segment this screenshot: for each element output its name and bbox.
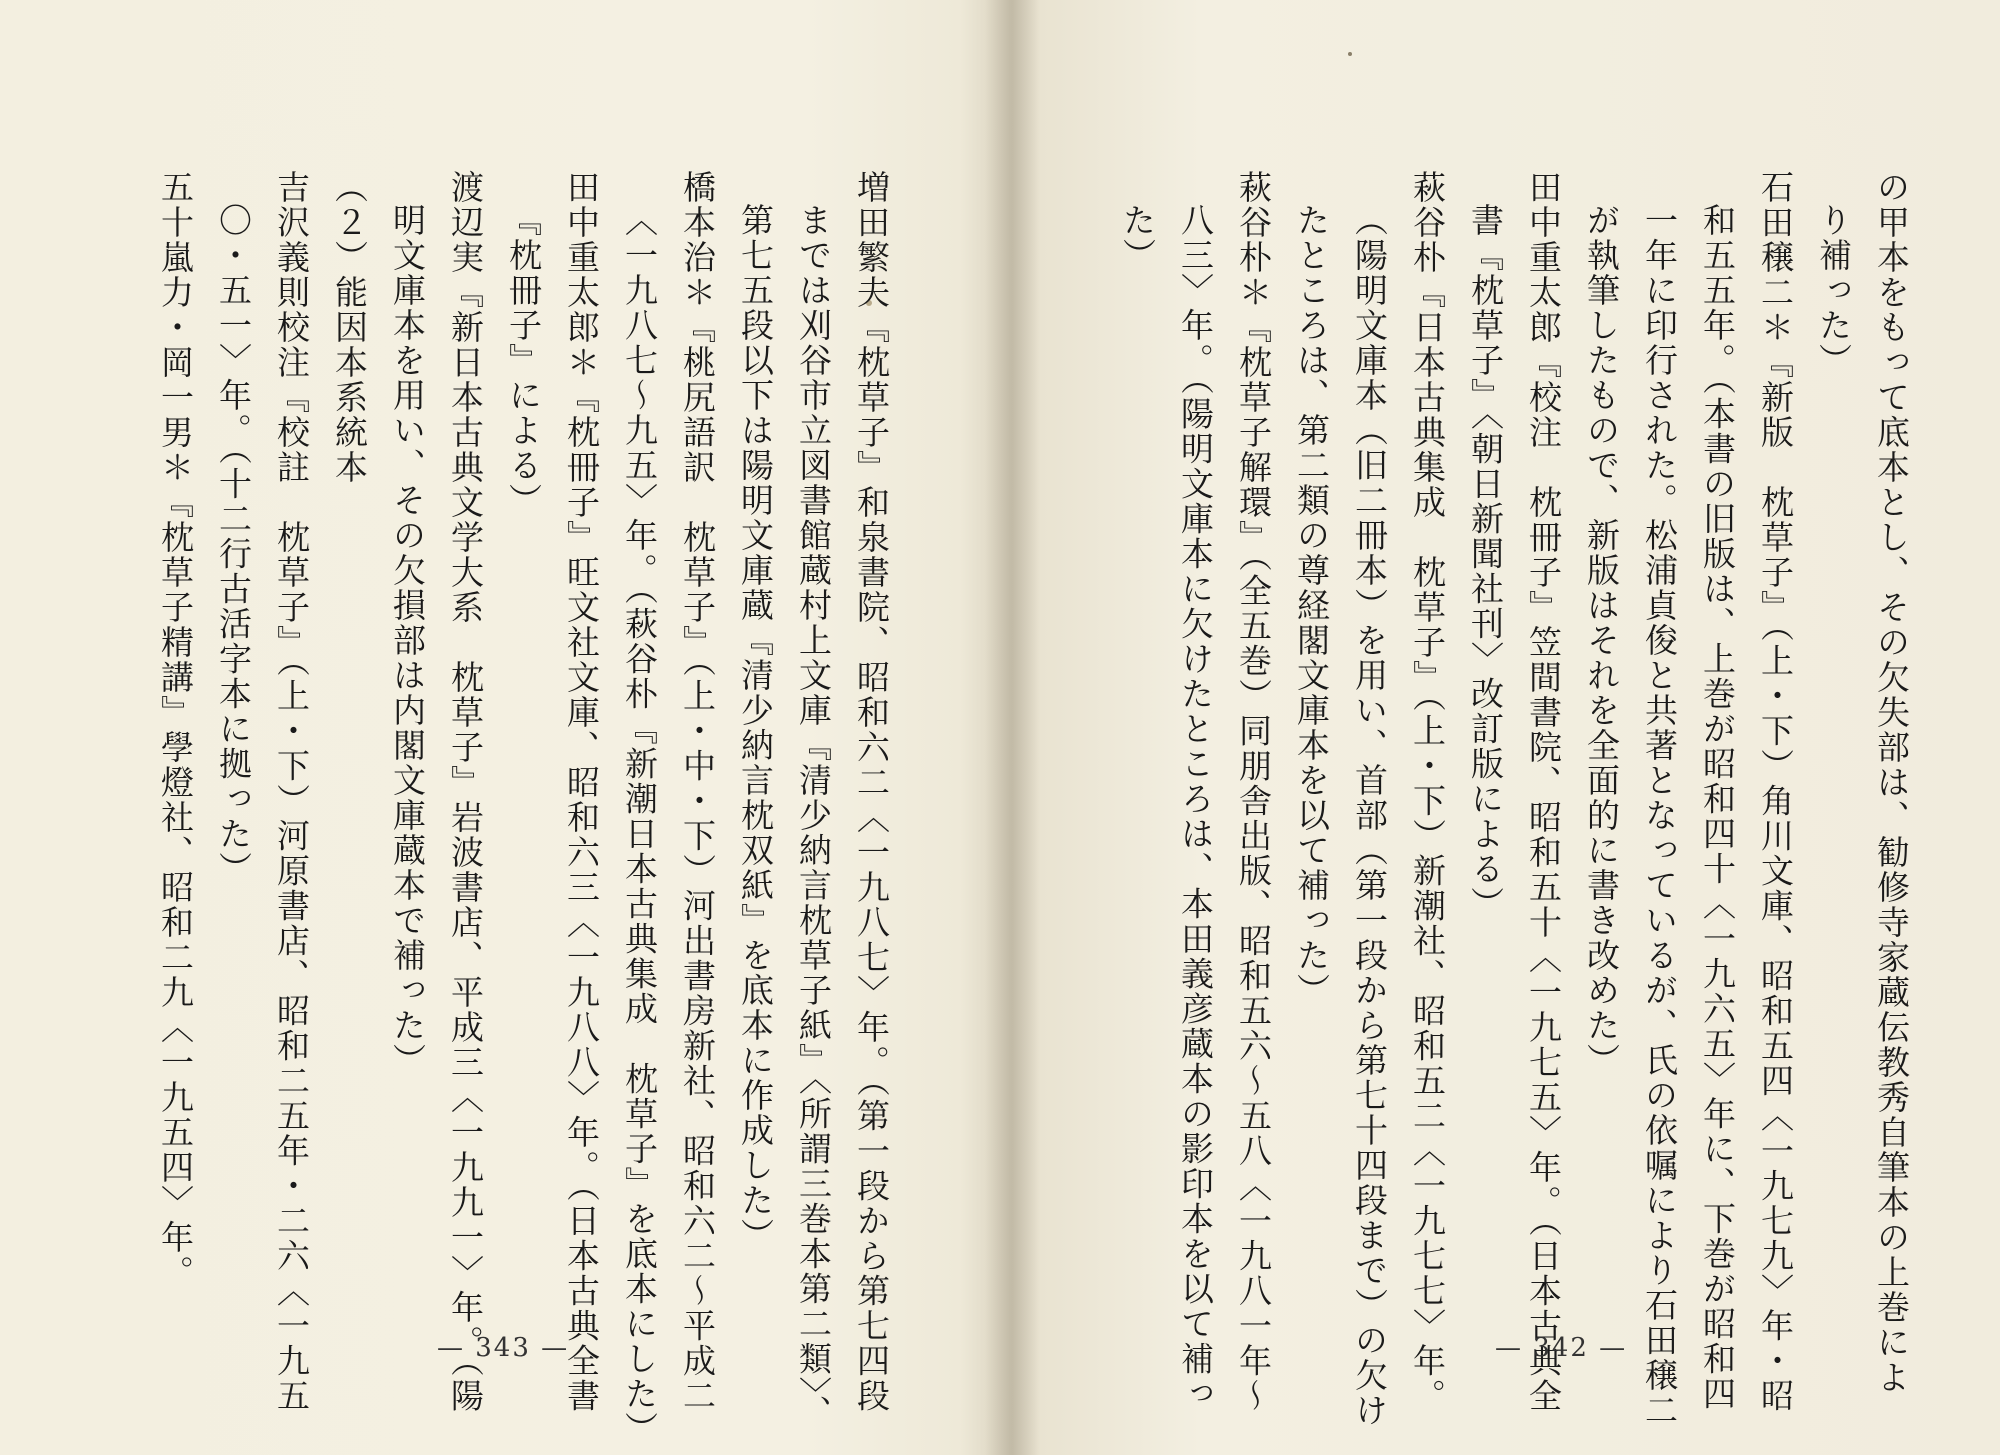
page-number-left: — 343 — xyxy=(437,1333,570,1363)
gutter-shadow xyxy=(985,0,1040,1455)
text-line: 田中重太郎『校注 枕冊子』笠間書院、昭和五十〈一九七五〉年。（日本古典全 xyxy=(1524,170,1563,1414)
text-line: 橋本治＊『桃尻語訳 枕草子』（上・中・下）河出書房新社、昭和六二〜平成二 xyxy=(678,170,717,1414)
text-line: 増田繁夫『枕草子』和泉書院、昭和六二〈一九八七〉年。（第一段から第七四段 xyxy=(852,170,891,1414)
text-line: の甲本をもって底本とし、その欠失部は、勧修寺家蔵伝教秀自筆本の上巻によ xyxy=(1872,170,1911,1395)
section-heading: （２）能因本系統本 xyxy=(330,170,369,485)
text-line: 田中重太郎＊『枕冊子』旺文社文庫、昭和六三〈一九八八〉年。（日本古典全書 xyxy=(562,170,601,1414)
text-line: 〈一九八七〜九五〉年。（萩谷朴『新潮日本古典集成 枕草子』を底本にした） xyxy=(620,203,659,1447)
text-line: 〇・五一〉年。（十二行古活字本に拠った） xyxy=(214,203,253,887)
text-line: までは刈谷市立図書館蔵村上文庫『清少納言枕草子紙』〈所謂三巻本第二類〉、 xyxy=(794,203,833,1430)
text-line: 『枕冊子』による） xyxy=(504,203,543,518)
text-line: 一年に印行された。松浦貞俊と共著となっているが、氏の依嘱により石田穣二 xyxy=(1640,203,1679,1428)
text-line: 石田穣二＊『新版 枕草子』（上・下）角川文庫、昭和五四〈一九七九〉年・昭 xyxy=(1756,170,1795,1414)
text-line: 五十嵐力・岡一男＊『枕草子精講』學燈社、昭和二九〈一九五四〉年。 xyxy=(156,170,195,1290)
text-line: が執筆したもので、新版はそれを全面的に書き改めた） xyxy=(1582,203,1621,1078)
text-line: 書『枕草子』〈朝日新聞社刊〉改訂版による） xyxy=(1466,203,1505,922)
text-line: たところは、第二類の尊経閣文庫本を以て補った） xyxy=(1292,203,1331,1008)
text-line: 渡辺実『新日本古典文学大系 枕草子』岩波書店、平成三〈一九九一〉年。（陽 xyxy=(446,170,485,1414)
text-line: り補った） xyxy=(1814,203,1853,378)
text-line: 第七五段以下は陽明文庫蔵『清少納言枕双紙』を底本に作成した） xyxy=(736,203,775,1253)
text-line: 和五五年。（本書の旧版は、上巻が昭和四十〈一九六五〉年に、下巻が昭和四 xyxy=(1698,203,1737,1412)
text-line: 萩谷朴『日本古典集成 枕草子』（上・下）新潮社、昭和五二〈一九七七〉年。 xyxy=(1408,170,1447,1414)
text-line: 明文庫本を用い、その欠損部は内閣文庫蔵本で補った） xyxy=(388,203,427,1078)
page-number-right: — 342 — xyxy=(1495,1333,1628,1363)
text-line: た） xyxy=(1118,203,1157,273)
text-line: 萩谷朴＊『枕草子解環』（全五巻）同朋舎出版、昭和五六〜五八〈一九八一年〜 xyxy=(1234,170,1273,1414)
paper-speck xyxy=(1348,52,1352,56)
text-line: 吉沢義則校注『校註 枕草子』（上・下）河原書店、昭和二五年・二六〈一九五 xyxy=(272,170,311,1414)
text-line: 八三〉年。（陽明文庫本に欠けたところは、本田義彦蔵本の影印本を以て補っ xyxy=(1176,203,1215,1412)
text-line: （陽明文庫本（旧二冊本）を用い、首部（第一段から第七十四段まで）の欠け xyxy=(1350,203,1389,1428)
